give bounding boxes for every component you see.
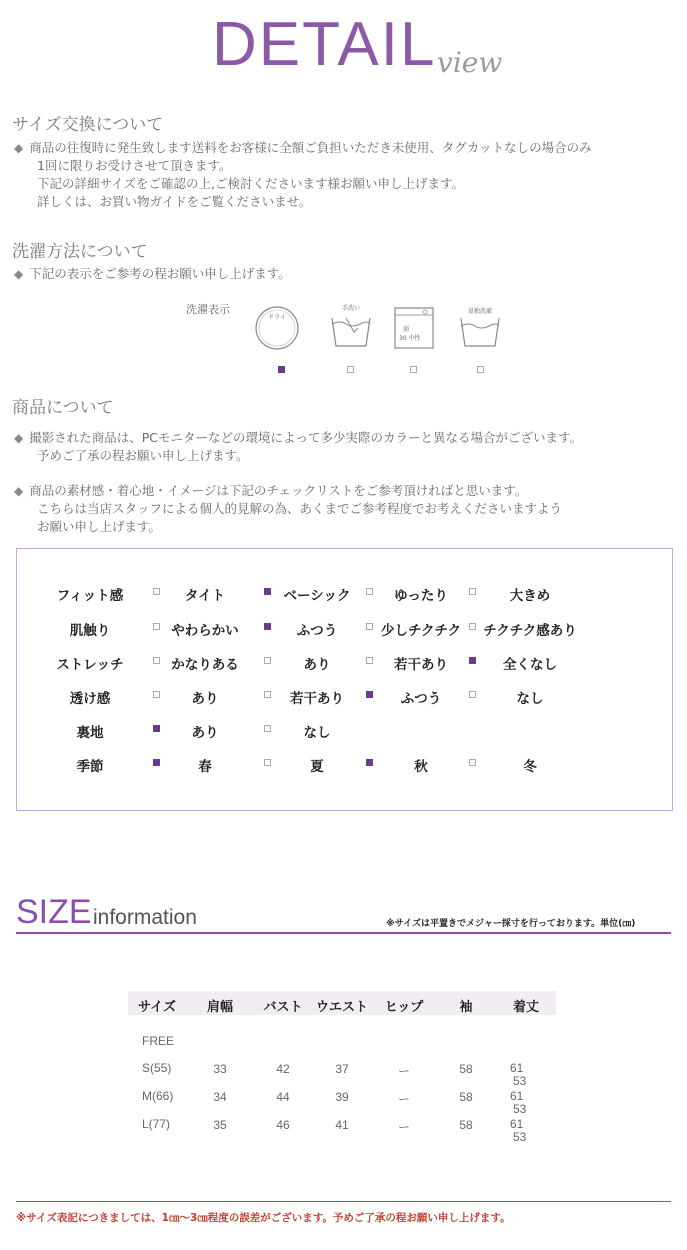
detail-subtitle: view bbox=[437, 46, 503, 79]
footer-note: ※サイズ表記につきましては、1㎝～3㎝程度の誤差がございます。予めご了承の程お願い申し上げます。 bbox=[16, 1212, 511, 1224]
checklist-option: ふつう bbox=[400, 691, 442, 707]
product-line: 撮影された商品は、PCモニターなどの環境によって多少実際のカラーと異なる場合がございます。 bbox=[29, 430, 583, 445]
machine-wash-text: 弱 bbox=[403, 326, 410, 333]
size-title: SIZE bbox=[16, 893, 92, 931]
size-cell-length: 53 bbox=[513, 1130, 527, 1144]
size-divider bbox=[16, 932, 671, 934]
size-cell-length: 61 bbox=[510, 1061, 524, 1075]
checklist-checkbox bbox=[469, 588, 476, 595]
size-cell: 33 bbox=[213, 1062, 227, 1076]
washing-line: 下記の表示をご参考の程お願い申し上げます。 bbox=[29, 266, 291, 281]
washing-heading: 洗濯方法について bbox=[12, 242, 148, 262]
checklist-checkbox bbox=[469, 623, 476, 630]
dry-clean-text: ドライ bbox=[268, 314, 286, 321]
diamond-bullet-icon: ◆ bbox=[14, 431, 24, 445]
size-cell: 37 bbox=[335, 1062, 349, 1076]
dry-clean-checkbox bbox=[278, 366, 285, 373]
machine-wash-checkbox bbox=[410, 366, 417, 373]
product-text-1 bbox=[14, 429, 679, 465]
product-text-2 bbox=[14, 482, 679, 536]
checklist-label: 裏地 bbox=[76, 725, 104, 741]
checklist-label: ストレッチ bbox=[56, 657, 124, 673]
product-heading: 商品について bbox=[12, 398, 114, 418]
size-cell: ー bbox=[397, 1064, 410, 1078]
size-exchange-text bbox=[14, 139, 679, 211]
diamond-bullet-icon: ◆ bbox=[14, 484, 24, 498]
washing-label: 洗濯表示 bbox=[186, 303, 230, 316]
single-wash-text: 単独洗濯 bbox=[467, 308, 493, 315]
checklist-label: 季節 bbox=[76, 759, 104, 775]
checklist-checkbox bbox=[469, 657, 476, 664]
checklist-option: なし bbox=[516, 691, 544, 707]
size-cell: ー bbox=[397, 1120, 410, 1134]
size-cell-length: 53 bbox=[513, 1102, 527, 1116]
checklist-option: あり bbox=[303, 657, 331, 673]
size-exchange-line: 詳しくは、お買い物ガイドをご覧くださいませ。 bbox=[37, 194, 312, 209]
single-wash-icon bbox=[455, 302, 505, 356]
size-row-label: S(55) bbox=[142, 1061, 172, 1075]
size-table-header: 袖 bbox=[459, 1000, 473, 1015]
checklist-option: 少しチクチク bbox=[381, 623, 461, 639]
checklist-option: ふつう bbox=[296, 623, 338, 639]
size-table-header: ヒップ bbox=[384, 1000, 424, 1015]
checklist-label: 肌触り bbox=[69, 623, 111, 639]
checklist-checkbox bbox=[469, 691, 476, 698]
detail-title: DETAIL bbox=[212, 10, 437, 79]
checklist-option: 若干あり bbox=[290, 691, 344, 707]
checklist-option: 春 bbox=[198, 759, 212, 775]
diamond-bullet-icon: ◆ bbox=[14, 267, 24, 281]
size-exchange-heading: サイズ交換について bbox=[12, 115, 164, 135]
size-exchange-line: 下記の詳細サイズをご確認の上,ご検討くださいます様お願い申し上げます。 bbox=[37, 176, 464, 191]
hand-wash-text: 手洗い bbox=[341, 305, 361, 312]
size-cell-length: 53 bbox=[513, 1074, 527, 1088]
checklist-option: 夏 bbox=[310, 759, 324, 775]
size-table-header: 着丈 bbox=[512, 1000, 539, 1015]
checklist-option: かなりある bbox=[171, 657, 239, 673]
footer-divider bbox=[16, 1201, 671, 1202]
checklist-option: チクチク感あり bbox=[483, 623, 577, 639]
single-wash-checkbox bbox=[477, 366, 484, 373]
size-cell: 46 bbox=[276, 1118, 290, 1132]
size-cell: 58 bbox=[459, 1118, 473, 1132]
washing-text bbox=[14, 265, 291, 283]
size-cell: 44 bbox=[276, 1090, 290, 1104]
checklist-option: ベーシック bbox=[283, 588, 351, 604]
size-cell: ー bbox=[397, 1092, 410, 1106]
size-cell: 39 bbox=[335, 1090, 349, 1104]
diamond-bullet-icon: ◆ bbox=[14, 141, 24, 155]
size-free-label: FREE bbox=[142, 1034, 175, 1048]
machine-wash-icon bbox=[391, 302, 441, 356]
size-table-header: バスト bbox=[263, 1000, 303, 1015]
size-cell-length: 61 bbox=[510, 1089, 524, 1103]
size-exchange-line: 1回に限りお受けさせて頂きます。 bbox=[37, 158, 232, 173]
size-table-header: 肩幅 bbox=[206, 1000, 233, 1015]
svg-text:30 中性: 30 中性 bbox=[399, 335, 421, 342]
checklist-option: あり bbox=[191, 725, 219, 741]
size-cell: 35 bbox=[213, 1118, 227, 1132]
checklist-option: 大きめ bbox=[509, 588, 551, 604]
dry-clean-icon bbox=[252, 302, 302, 356]
checklist-option: やわらかい bbox=[171, 623, 239, 639]
size-cell: 58 bbox=[459, 1090, 473, 1104]
size-cell: 58 bbox=[459, 1062, 473, 1076]
size-cell-length: 61 bbox=[510, 1117, 524, 1131]
size-unit-note: ※サイズは平置きでメジャー採寸を行っております。単位(㎝) bbox=[386, 919, 636, 929]
checklist-option: あり bbox=[191, 691, 219, 707]
size-subtitle: information bbox=[93, 906, 197, 929]
size-table-header: ウエスト bbox=[315, 1000, 368, 1015]
hand-wash-checkbox bbox=[347, 366, 354, 373]
checklist-option: ゆったり bbox=[394, 588, 448, 604]
checklist-label: 透け感 bbox=[69, 691, 111, 707]
checklist-checkbox bbox=[469, 759, 476, 766]
checklist-option: 若干あり bbox=[394, 657, 448, 673]
hand-wash-icon bbox=[326, 302, 376, 356]
size-cell: 42 bbox=[276, 1062, 290, 1076]
product-line: 商品の素材感・着心地・イメージは下記のチェックリストをご参考頂ければと思います。 bbox=[29, 483, 528, 498]
product-line: お願い申し上げます。 bbox=[37, 519, 162, 534]
checklist-option: 冬 bbox=[523, 759, 537, 775]
checklist-label: フィット感 bbox=[56, 588, 124, 604]
size-row-label: M(66) bbox=[142, 1089, 174, 1103]
size-table-header: サイズ bbox=[138, 1000, 176, 1015]
checklist-option: 秋 bbox=[414, 759, 428, 775]
size-cell: 41 bbox=[335, 1118, 349, 1132]
checklist-option: なし bbox=[303, 725, 331, 741]
checklist-option: タイト bbox=[184, 588, 226, 604]
size-cell: 34 bbox=[213, 1090, 227, 1104]
product-line: こちらは当店スタッフによる個人的見解の為、あくまでご参考程度でお考えくださいますよう bbox=[37, 501, 563, 516]
product-line: 予めご了承の程お願い申し上げます。 bbox=[37, 448, 249, 463]
checklist-option: 全くなし bbox=[503, 657, 557, 673]
size-exchange-line: 商品の往復時に発生致します送料をお客様に全額ご負担いただき未使用、タグカットなしの場合のみ bbox=[29, 140, 592, 155]
size-row-label: L(77) bbox=[142, 1117, 171, 1131]
